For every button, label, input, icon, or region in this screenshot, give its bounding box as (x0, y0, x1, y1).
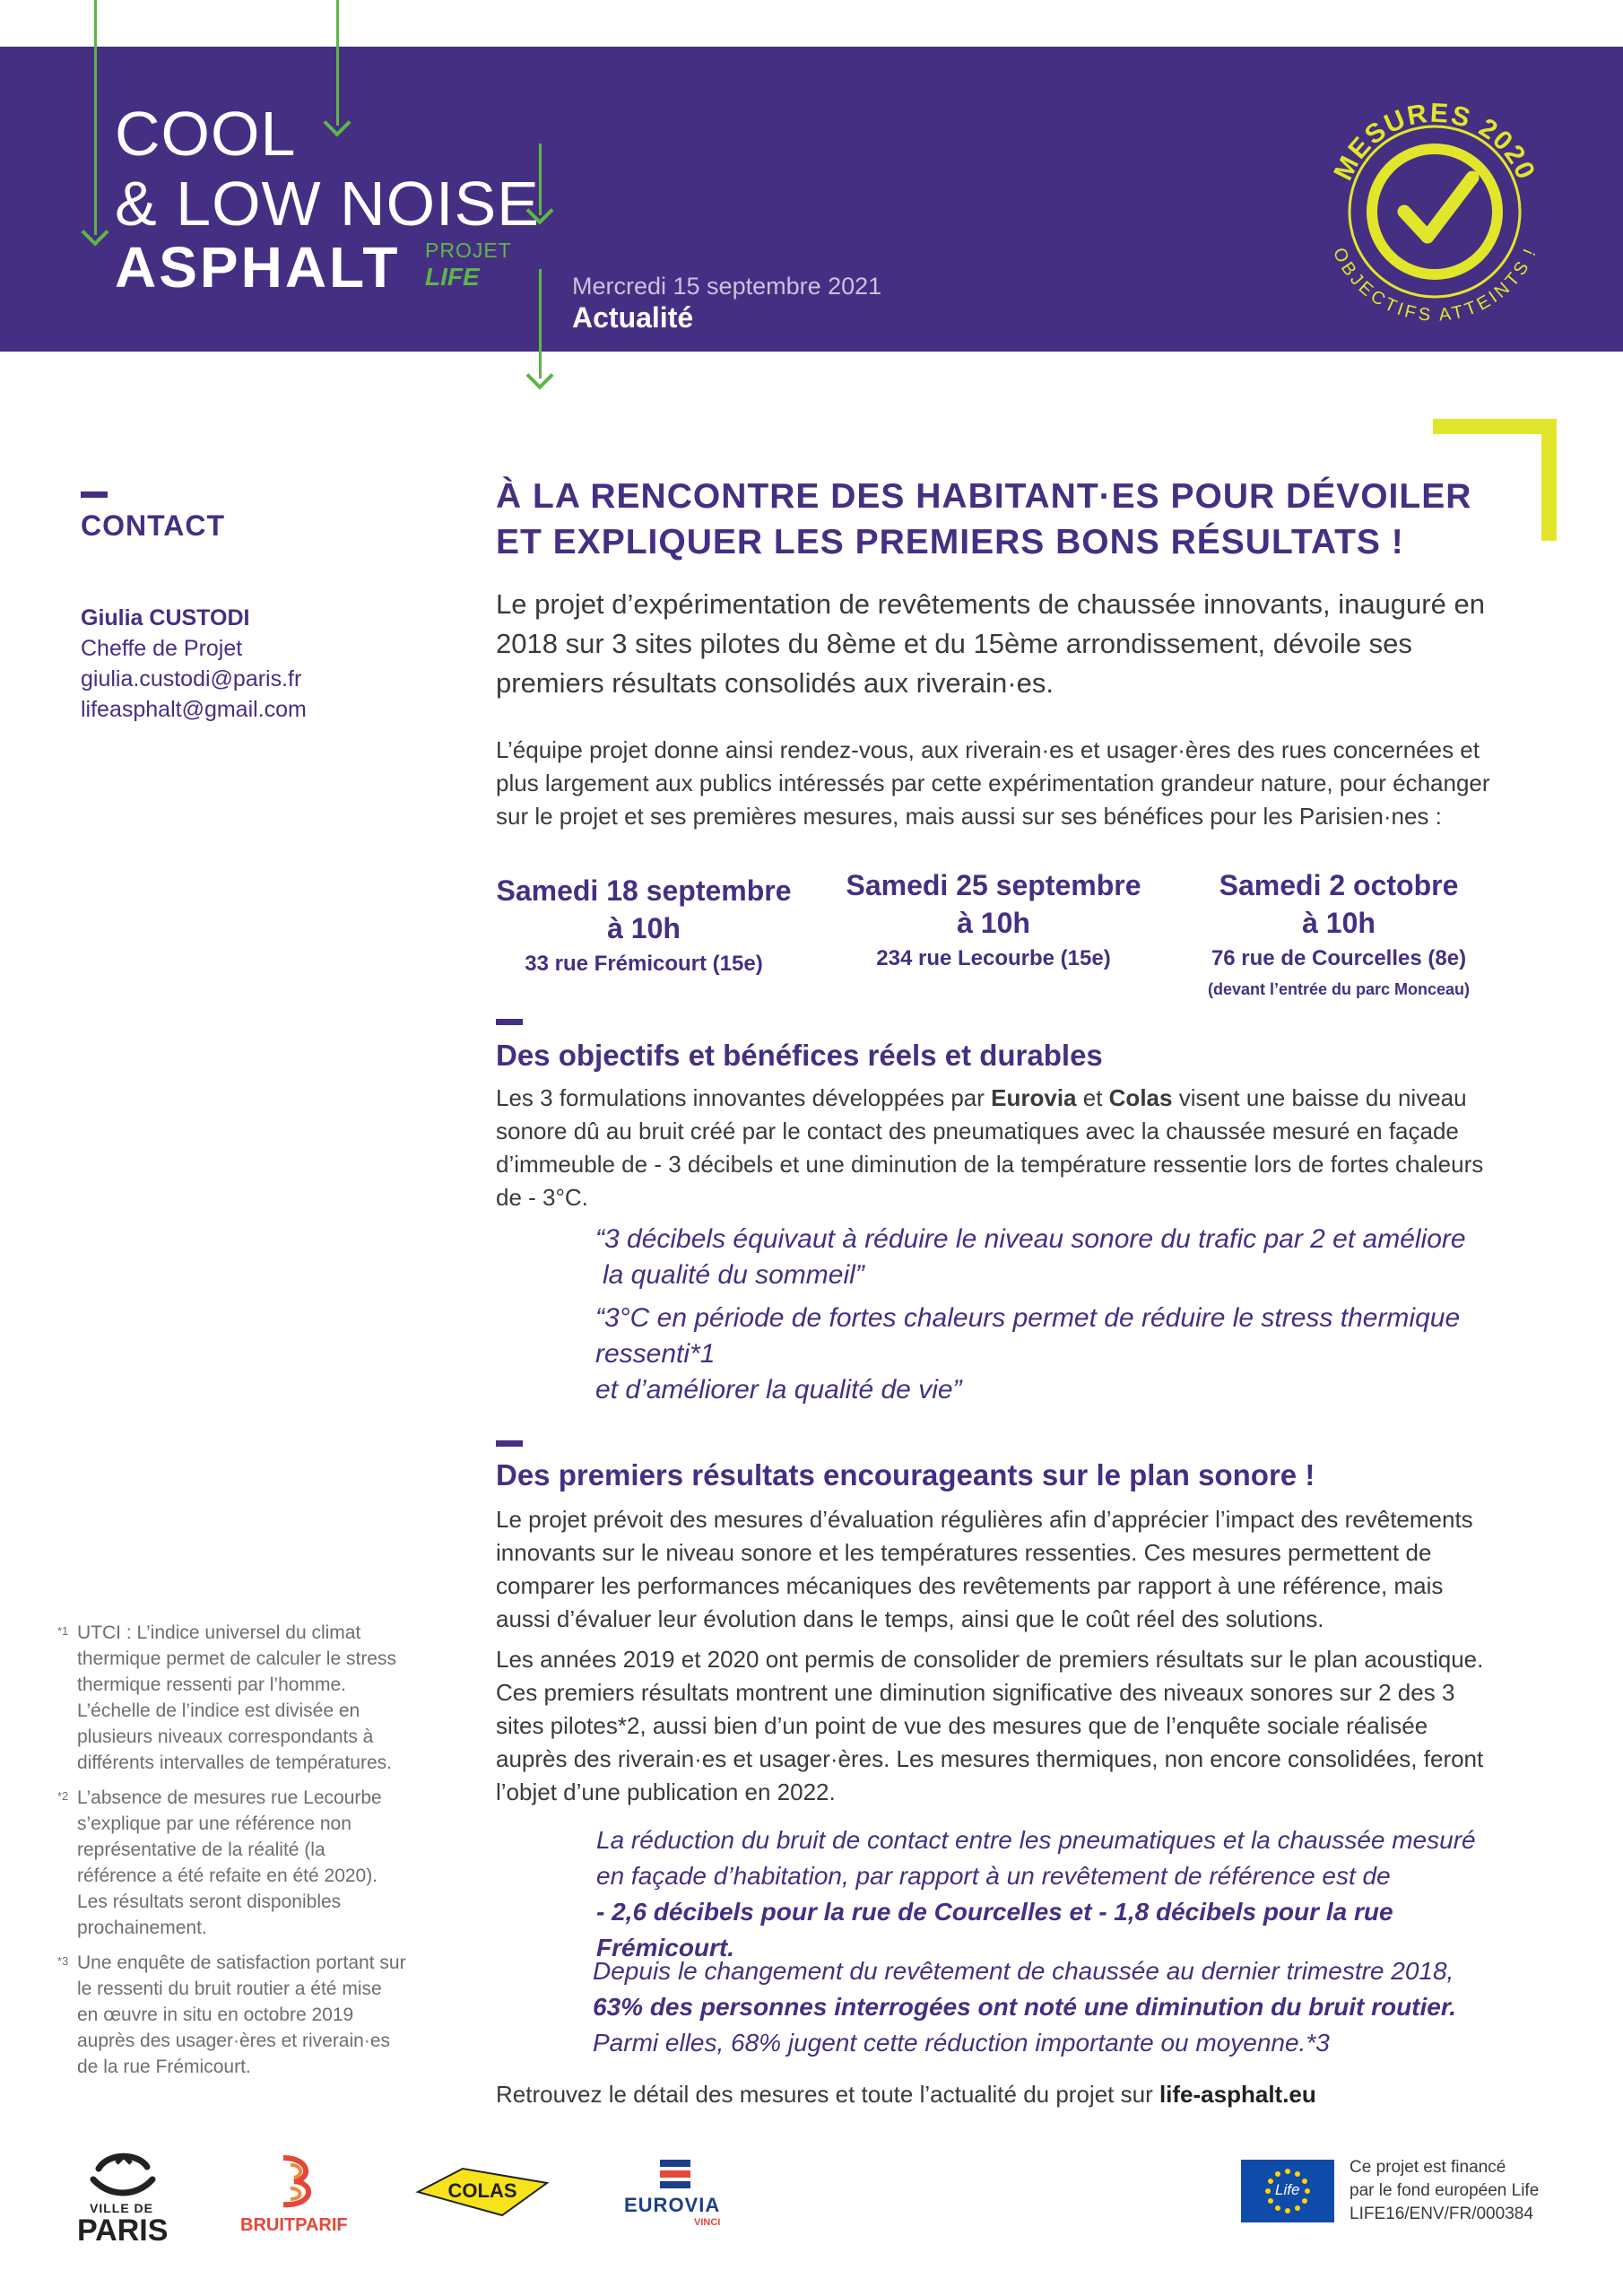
footnote-mark: *2 (57, 1789, 69, 1803)
quote-line: et d’améliorer la qualité de vie” (595, 1375, 962, 1405)
quote-line: la qualité du sommeil” (603, 1260, 864, 1290)
section2-paragraph-1: Le projet prévoit des mesures d’évaluation régulières afin d’apprécier l’impact des revêtements innovants sur le niveau sonore et les températures ressenties. Ces mesures permettent de comparer les performances mécaniques des revêtements par rapport à une référence, mais aussi d’évaluer leur évolution dans le temps, ainsi que le coût réel des solutions. (496, 1506, 1473, 1632)
footer-line (496, 2081, 1316, 2109)
highlight-line: La réduction du bruit de contact entre les pneumatiques et la chaussée mesuré (596, 1826, 1476, 1854)
eu-funding-text (1350, 2156, 1539, 2226)
event-date: Samedi 25 septembre (846, 869, 1141, 901)
eurovia-sub: VINCI (694, 2217, 721, 2228)
badge-top-text: MESURES 2020 (1328, 98, 1541, 186)
highlight-line: 63% des personnes interrogées ont noté une diminution du bruit routier. (593, 1993, 1456, 2021)
event-note: (devant l’entrée du parc Monceau) (1207, 980, 1471, 998)
article-title-line: À LA RENCONTRE DES HABITANT·ES POUR DÉVOILER (496, 477, 1472, 516)
publication-date: Mercredi 15 septembre 2021 (572, 273, 882, 300)
article-title (496, 474, 1527, 565)
paris-logo-small: VILLE DE (90, 2201, 154, 2215)
event-hour: à 10h (957, 907, 1030, 939)
highlight-1 (596, 1822, 1520, 1966)
badge-mesures-2020 (1318, 77, 1551, 337)
corner-accent (1433, 419, 1557, 434)
footnote-text: L’absence de mesures rue Lecourbe s’explique par une référence non représentative de la réalité (la référence a été refaite en été 2020). Les résultats seront disponibles prochainement. (77, 1787, 382, 1938)
footnote-text: Une enquête de satisfaction portant sur le ressenti du bruit routier a été mise en œuvre in situ en octobre 2019 auprès des usager·ères et riverain·es de la rue Frémicourt. (77, 1952, 406, 2077)
eurovia-text: EUROVIA (624, 2194, 721, 2216)
bruitparif-mark-icon (271, 2152, 325, 2210)
project-website-link[interactable]: life-asphalt.eu (1159, 2081, 1316, 2108)
event-hour: à 10h (607, 912, 681, 944)
logo-bruitparif (240, 2152, 348, 2251)
publication-type: Actualité (572, 301, 694, 334)
highlight-line: Depuis le changement du revêtement de chaussée au dernier trimestre 2018, (593, 1957, 1454, 1985)
event-address: 234 rue Lecourbe (15e) (876, 946, 1111, 970)
eu-life-text: Life (1275, 2181, 1300, 2198)
highlight-line: en façade d’habitation, par rapport à un revêtement de référence est de (596, 1862, 1391, 1890)
paris-ship-icon (74, 2149, 172, 2201)
footnote-text: UTCI : L’indice universel du climat thermique permet de calculer le stress thermique ressenti par l’homme. L’échelle de l’indice est divisée en plusieurs niveaux correspondants à différents intervalles de températures. (77, 1622, 396, 1773)
highlight-line: Parmi elles, 68% jugent cette réduction importante ou moyenne.*3 (593, 2029, 1330, 2057)
logo-projet: PROJET (425, 239, 512, 262)
eu-line: Ce projet est financé (1350, 2158, 1506, 2177)
contact-title: CONTACT (81, 509, 226, 542)
eu-flag (1241, 2160, 1334, 2222)
contact-role: Cheffe de Projet (81, 636, 243, 661)
contact-email-gmail[interactable]: lifeasphalt@gmail.com (81, 697, 307, 722)
contact-block (81, 603, 307, 725)
section-title: Des objectifs et bénéfices réels et durables (496, 1039, 1103, 1072)
footnote-2 (57, 1785, 407, 1941)
quote-line: “3 décibels équivaut à réduire le niveau sonore du trafic par 2 et améliore (595, 1224, 1466, 1254)
section1-text-c: visent une baisse du niveau sonore dû au bruit créé par le contact des pneumatiques avec la chaussée mesuré en façade d’immeuble de - 3 décibels et une diminution de la température ressentie lors de fortes chaleurs de - 3°C. (496, 1084, 1484, 1211)
article-intro: L’équipe projet donne ainsi rendez-vous, aux riverain·es et usager·ères des rues concernées et plus largement aux publics intéressés par cette expérimentation grandeur nature, pour échanger sur le projet et ses premières mesures, mais aussi sur ses bénéfices pour les Parisien·nes : (496, 736, 1490, 830)
logo-line-low-noise: & LOW NOISE (115, 169, 540, 239)
footnotes (57, 1620, 407, 2089)
colas-text: COLAS (447, 2179, 517, 2202)
paris-logo-main: PARIS (77, 2213, 169, 2248)
bruitparif-text: BRUITPARIF (240, 2215, 348, 2235)
eurovia-mark-icon (655, 2158, 699, 2190)
logo-line-asphalt: ASPHALT (115, 235, 401, 300)
event-item (496, 872, 792, 981)
quote-1 (595, 1222, 1466, 1293)
logo-line-cool: COOL (115, 99, 297, 169)
section-dash (496, 1019, 523, 1025)
corner-accent (1541, 419, 1557, 541)
event-address: 76 rue de Courcelles (8e) (1211, 946, 1467, 970)
logo-colas (409, 2165, 556, 2219)
footer-text: Retrouvez le détail des mesures et toute l’actualité du projet sur (496, 2081, 1159, 2108)
section-title: Des premiers résultats encourageants sur le plan sonore ! (496, 1458, 1315, 1492)
section1-colas: Colas (1108, 1084, 1173, 1111)
section1-text-a: Les 3 formulations innovantes développées par (496, 1084, 992, 1111)
highlight-2 (593, 1953, 1516, 2061)
event-item (837, 866, 1150, 976)
section-dash (496, 1440, 523, 1447)
footnote-1 (57, 1620, 407, 1776)
event-date: Samedi 18 septembre (496, 874, 792, 907)
footnote-mark: *3 (57, 1954, 69, 1968)
badge-bottom-text: OBJECTIFS ATTEINTS ! (1328, 244, 1541, 326)
event-address: 33 rue Frémicourt (15e) (525, 952, 763, 976)
quote-line: ressenti*1 (595, 1339, 716, 1369)
event-date: Samedi 2 octobre (1219, 869, 1459, 901)
deco-arrow-down-icon (525, 361, 553, 389)
eu-line: par le fond européen Life (1350, 2181, 1540, 2200)
section1-text (496, 1082, 1500, 1214)
section1-text-b: et (1076, 1084, 1109, 1111)
logo-ville-de-paris (74, 2149, 172, 2248)
section2-paragraph-2: Les années 2019 et 2020 ont permis de consolider de premiers résultats sur le plan acoustique. Ces premiers résultats montrent une diminution significative des niveaux sonores sur 2 des 3 sites pilotes*2, aussi bien d’un point de vue des mesures que de l’enquête sociale réalisée auprès des riverain·es et usager·ères. Les mesures thermiques, non encore consolidées, feront l’objet d’une publication en 2022. (496, 1646, 1484, 1805)
logo-eurovia (624, 2158, 759, 2239)
deco-line-1 (94, 0, 97, 235)
contact-dash (81, 491, 108, 498)
contact-email-paris[interactable]: giulia.custodi@paris.fr (81, 666, 302, 691)
quote-line: “3°C en période de fortes chaleurs permet de réduire le stress thermique (595, 1303, 1461, 1333)
badge-inner-ring (1372, 149, 1497, 274)
quote-2 (595, 1300, 1460, 1408)
event-hour: à 10h (1302, 907, 1376, 939)
event-list (496, 866, 1518, 1010)
article-title-line: ET EXPLIQUER LES PREMIERS BONS RÉSULTATS ! (496, 523, 1404, 561)
article-lead: Le projet d’expérimentation de revêtements de chaussée innovants, inauguré en 2018 sur 3 sites pilotes du 8ème et du 15ème arrondissement, dévoile ses premiers résultats consolidés aux riverain·es. (496, 588, 1485, 699)
highlight-line: - 2,6 décibels pour la rue de Courcelles et - 1,8 décibels pour la rue Frémicourt. (596, 1898, 1393, 1961)
footnote-mark: *1 (57, 1624, 69, 1638)
deco-line-2 (336, 0, 339, 126)
footnote-3 (57, 1950, 407, 2080)
logo-life: LIFE (425, 263, 480, 291)
section1-eurovia: Eurovia (991, 1084, 1077, 1111)
checkmark-icon (1404, 178, 1472, 237)
event-item (1186, 866, 1491, 1003)
eu-ref: LIFE16/ENV/FR/000384 (1350, 2205, 1533, 2223)
contact-name: Giulia CUSTODI (81, 605, 250, 631)
